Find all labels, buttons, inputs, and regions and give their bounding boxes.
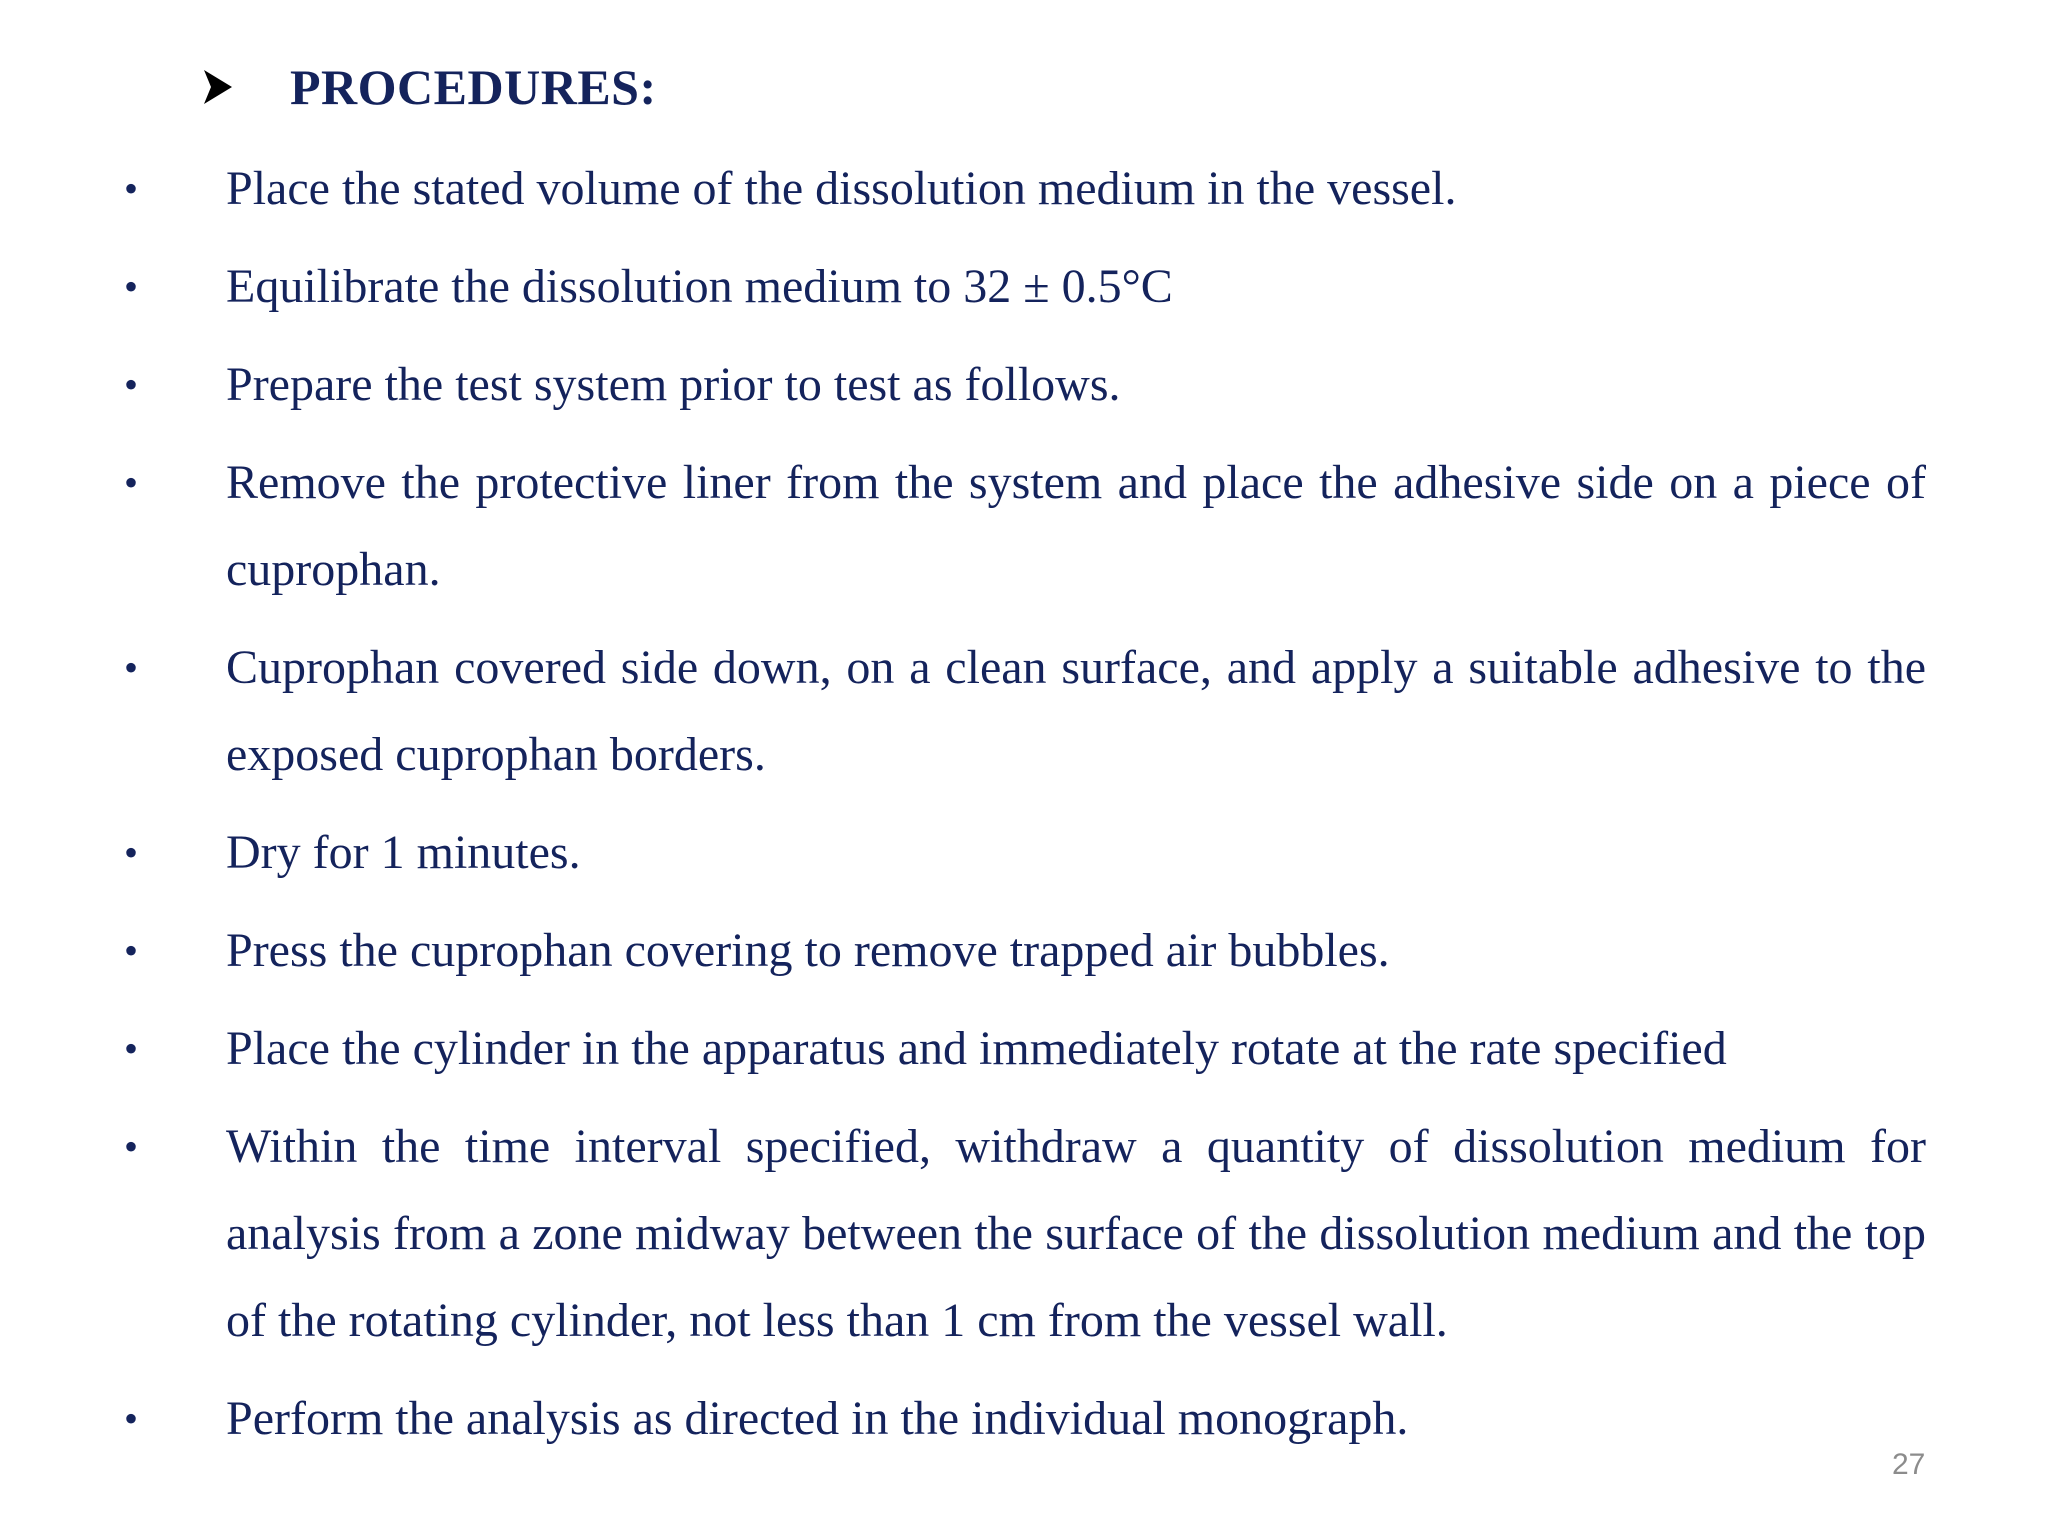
list-item-text: Place the stated volume of the dissolution medium in the vessel. [226,162,1457,215]
bullet-icon: • [124,264,139,309]
bullet-icon: • [124,166,139,211]
section-heading [204,58,657,116]
list-item-text: Cuprophan covered side down, on a clean surface, and apply a suitable adhesive to the exposed cuprophan borders. [226,641,1926,781]
list-item-text: Dry for 1 minutes. [226,826,581,879]
bullet-icon: • [124,928,139,973]
list-item [0,439,1926,613]
procedure-list [0,145,2048,1473]
list-item [0,624,1926,798]
heading-title: PROCEDURES: [290,59,657,115]
list-item-text: Remove the protective liner from the system and place the adhesive side on a piece of cuprophan. [226,456,1926,596]
list-item-text: Prepare the test system prior to test as follows. [226,358,1121,411]
bullet-icon: • [124,830,139,875]
list-item [0,1375,1926,1462]
list-item [0,907,1926,994]
list-item [0,341,1926,428]
bullet-icon: • [124,1396,139,1441]
bullet-icon: • [124,362,139,407]
list-item [0,1005,1926,1092]
page-number: 27 [1892,1448,1926,1481]
list-item-text: Place the cylinder in the apparatus and immediately rotate at the rate specified [226,1022,1727,1075]
bullet-icon: • [124,1026,139,1071]
list-item [0,243,1926,330]
list-item [0,145,1926,232]
list-item [0,1103,1926,1364]
list-item-text: Press the cuprophan covering to remove trapped air bubbles. [226,924,1390,977]
bullet-icon: • [124,1124,139,1169]
list-item-text: Equilibrate the dissolution medium to 32 ± 0.5°C [226,260,1173,313]
list-item-text: Perform the analysis as directed in the individual monograph. [226,1392,1409,1445]
list-item [0,809,1926,896]
arrowhead-bullet-icon [204,70,232,104]
bullet-icon: • [124,645,139,690]
bullet-icon: • [124,460,139,505]
list-item-text: Within the time interval specified, withdraw a quantity of dissolution medium for analysis from a zone midway between the surface of the dissolution medium and the top of the rotating cylinder, not less than 1 cm from the vessel wall. [226,1120,1926,1347]
